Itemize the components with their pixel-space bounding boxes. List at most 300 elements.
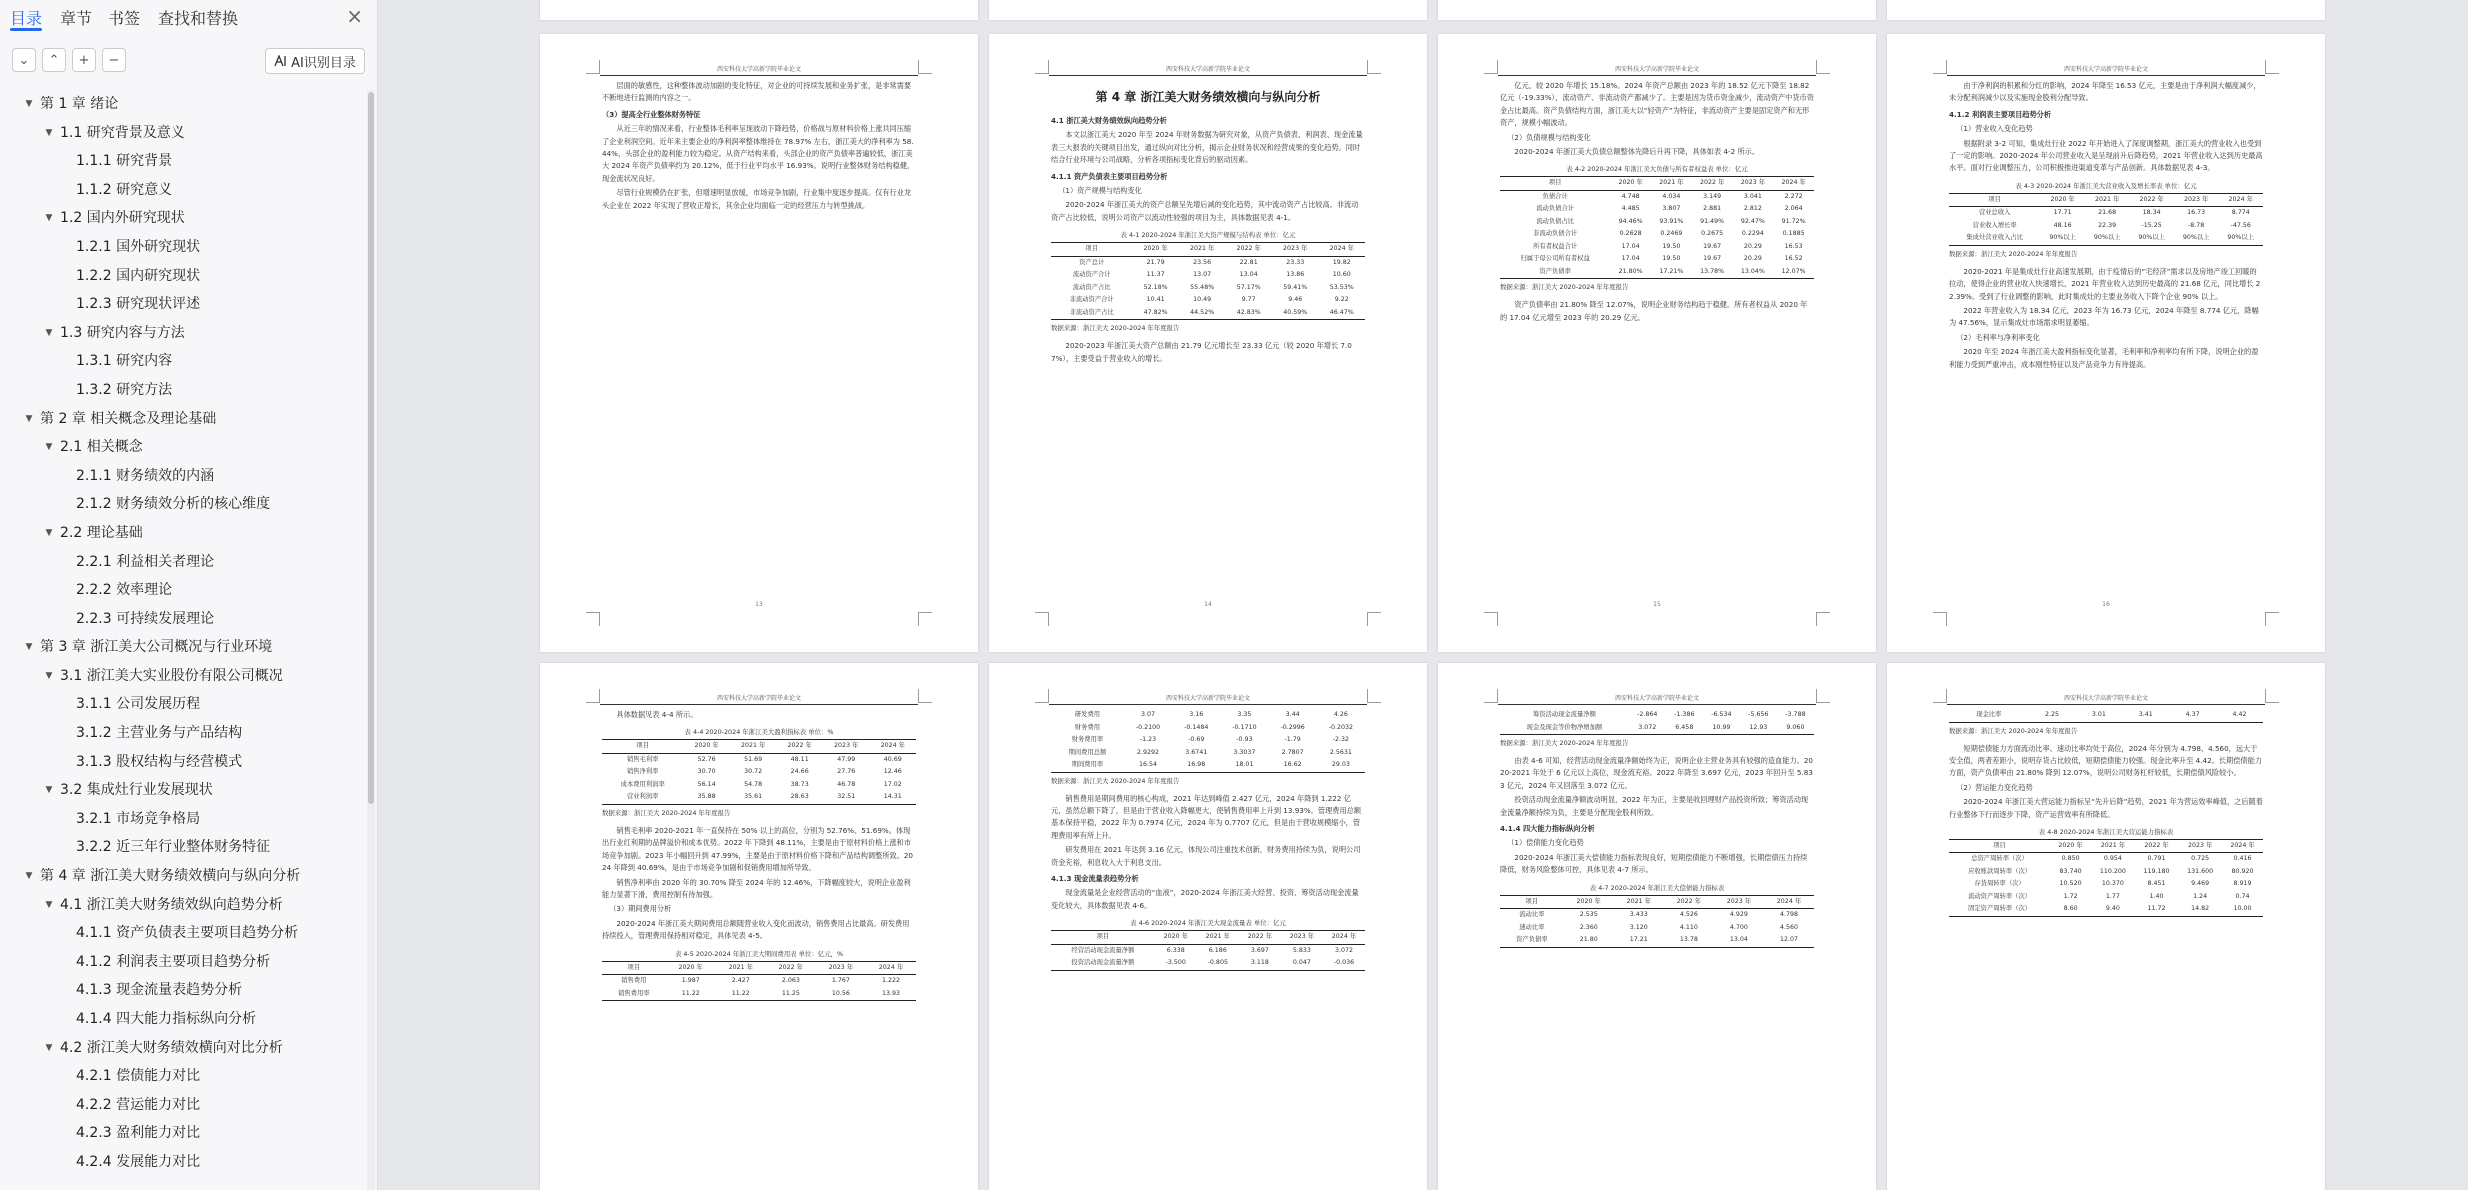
toc-scrollbar-thumb[interactable] (368, 92, 374, 804)
table-caption: 表 4-2 2020-2024 年浙江美大负债与所有者权益表 单位：亿元 (1566, 165, 1748, 174)
table-header-cell: 2023 年 (2174, 193, 2219, 207)
table-cell: 90%以上 (2040, 232, 2085, 245)
table-cell: 9.77 (1241, 296, 1256, 304)
table-cell: 2.9292 (1136, 748, 1160, 756)
table-cell: 流动负债占比 (1536, 217, 1575, 225)
table-header-row (1051, 931, 1365, 945)
table-cell: 11.25 (766, 988, 816, 1001)
table-cell: 速动比率 (1519, 923, 1545, 931)
table-cell: 流动资产周转率（次） (1968, 892, 2032, 900)
table-cell: -1.386 (1674, 711, 1695, 718)
toc-item[interactable] (0, 1119, 366, 1148)
expand-arrow-icon[interactable]: ▼ (45, 127, 53, 138)
table-cell: 48.16 (2053, 221, 2072, 229)
page-header: 西安科技大学高新学院毕业论文 (1947, 693, 2265, 705)
page-body (1500, 80, 1814, 612)
toc-item[interactable] (0, 290, 366, 319)
table-cell: 销售净利率 (626, 768, 659, 776)
table-cell: 非流动负债合计 (1533, 230, 1578, 238)
table-caption: 表 4-7 2020-2024 年浙江美大偿债能力指标表 (1589, 883, 1725, 892)
document-page[interactable] (1887, 34, 2325, 652)
table-cell: 22.39 (2098, 221, 2117, 229)
table-header-cell: 2021 年 (716, 961, 766, 975)
table-cell: -6.534 (1711, 711, 1732, 718)
page-header: 西安科技大学高新学院毕业论文 (1947, 64, 2265, 76)
expand-arrow-icon[interactable]: ▼ (25, 99, 33, 109)
crop-mark (586, 689, 600, 703)
table-header-cell: 2023 年 (1281, 931, 1323, 945)
table-header-cell: 2024 年 (1323, 931, 1365, 945)
table-cell: 17.21% (1651, 266, 1692, 279)
toc-item[interactable] (0, 690, 366, 719)
table-header-cell: 项目 (1949, 193, 2040, 207)
table-cell: 11.22 (716, 988, 766, 1001)
expand-arrow-icon[interactable]: ▼ (45, 670, 53, 681)
table-header-cell: 2020 年 (1564, 895, 1614, 909)
table-cell: -0.1484 (1184, 723, 1209, 731)
table-cell: 销售费用 (621, 977, 647, 985)
toc-item[interactable] (0, 833, 366, 862)
table-cell: 8.451 (2147, 880, 2166, 888)
table-header-cell: 2024 年 (2218, 193, 2263, 207)
tab-chapters[interactable]: 章节 (60, 9, 93, 28)
table-header-cell: 2024 年 (869, 740, 916, 754)
table-caption: 表 4-3 2020-2024 年浙江美大营业收入及增长率表 单位：亿元 (2015, 181, 2197, 190)
table-cell: 21.79 (1146, 258, 1165, 266)
table-cell: 21.80% (1610, 266, 1651, 279)
document-page[interactable] (1438, 34, 1876, 652)
table-cell: 10.99 (1703, 722, 1740, 735)
document-page[interactable] (540, 663, 978, 1190)
crop-mark (1484, 60, 1498, 74)
document-page[interactable] (540, 34, 978, 652)
toc-item[interactable] (0, 719, 366, 748)
expand-arrow-icon[interactable]: ▼ (45, 899, 53, 910)
table-row (1500, 722, 1814, 735)
table-cell: 47.82% (1132, 307, 1179, 320)
table-cell: 10.60 (1332, 271, 1351, 279)
toc-item[interactable] (0, 119, 366, 148)
table-cell: 8.60 (2050, 903, 2091, 916)
toc-item-label: 1.3.2 研究方法 (76, 381, 173, 398)
toc-item[interactable] (0, 204, 366, 233)
toc-item[interactable] (0, 919, 366, 948)
toc-item[interactable] (0, 1005, 366, 1034)
table-cell: 14.82 (2178, 903, 2222, 916)
table-row (1051, 307, 1365, 320)
crop-mark (586, 612, 600, 626)
tab-toc[interactable]: 目录 (10, 9, 43, 28)
table-header-cell: 项目 (1500, 177, 1610, 191)
table-cell: 3.6741 (1185, 748, 1208, 756)
tab-bookmarks[interactable]: 书签 (108, 9, 141, 28)
table-cell: 财务费用 (1074, 723, 1101, 731)
table-header-cell: 2020 年 (2040, 193, 2085, 207)
table-header-cell: 2022 年 (1225, 243, 1272, 257)
table-cell: 90%以上 (2174, 232, 2219, 245)
table-cell: -3.788 (1785, 711, 1806, 718)
table-cell: 3.01 (2075, 709, 2122, 722)
toc-item[interactable] (0, 891, 366, 920)
table-cell: 0.725 (2191, 855, 2210, 863)
expand-arrow-icon[interactable]: ▼ (45, 327, 53, 338)
table-cell: -8.78 (2188, 221, 2205, 229)
table-cell: 4.526 (1679, 911, 1698, 919)
table-header-cell: 2024 年 (1773, 177, 1814, 191)
toc-item-label: 1.3.1 研究内容 (76, 353, 173, 370)
table-row (1949, 853, 2263, 866)
table-row (1051, 709, 1365, 722)
table-cell: 23.33 (1286, 258, 1305, 266)
table-cell: 56.14 (697, 780, 716, 788)
crop-mark (1035, 612, 1049, 626)
expand-arrow-icon[interactable]: ▼ (45, 442, 53, 453)
table-cell: 2.881 (1703, 205, 1722, 213)
table-cell: -0.036 (1323, 957, 1365, 970)
table-cell: 3.807 (1662, 205, 1681, 213)
section-heading: 4.1.2 利润表主要项目趋势分析 (1949, 109, 2052, 119)
table-row (1949, 866, 2263, 879)
table-cell: 4.929 (1729, 911, 1748, 919)
toc-item-label: 1.1.1 研究背景 (76, 153, 173, 170)
table-cell: 16.98 (1172, 759, 1220, 772)
table-cell: 27.76 (837, 768, 856, 776)
table-cell: 3.3037 (1233, 748, 1256, 756)
table-header-cell: 项目 (1051, 243, 1132, 257)
table-cell: 16.54 (1124, 759, 1172, 772)
table-header-row (1949, 839, 2263, 853)
toc-scrollbar[interactable] (367, 90, 375, 1190)
toc-item[interactable] (0, 405, 366, 434)
page-partial-top (1887, 0, 2325, 20)
table-cell: 2.360 (1579, 923, 1598, 931)
table-row (1949, 878, 2263, 891)
paragraph: 根据附录 3-2 可知，集成灶行业 2022 年开始进入了深度调整期，浙江美大的营业收入也受到了一定的影响。2020-2024 年公司营业收入是呈现前升后降趋势，2021 年营业收入达到历史最高水平。面对行业调整压力，公司积极推进渠道变革与产品创新。具体数据见表 4-3。 (1949, 138, 2263, 173)
toc-item-label: 4.1.3 现金流量表趋势分析 (76, 982, 243, 999)
data-table (1051, 930, 1365, 971)
table-cell: 17.04 (1621, 255, 1640, 263)
toc-item-label: 1.1 研究背景及意义 (60, 124, 185, 141)
table-row (1500, 709, 1814, 722)
table-cell: 1.72 (2063, 892, 2078, 900)
toc-item[interactable] (0, 776, 366, 805)
toc-item[interactable] (0, 147, 366, 176)
paragraph: 由表 4-6 可知，经营活动现金流量净额始终为正，说明企业主营业务具有较强的造血能力。2020-2021 年处于 6 亿元以上高位，现金流充裕。2022 年降至 3.697 亿元，2023 年回升至 5.833 亿元，2024 年又回落至 3.072 亿元。 (1500, 756, 1813, 790)
table-cell: 9.40 (2091, 903, 2135, 916)
toc-item[interactable] (0, 633, 366, 662)
table-cell: 投资活动现金流量净额 (1051, 957, 1155, 970)
toc-item-label: 2.1.1 财务绩效的内涵 (76, 467, 215, 484)
tab-find-replace[interactable]: 查找和替换 (158, 9, 239, 28)
toc-item[interactable] (0, 262, 366, 291)
chapter-title: 第 4 章 浙江美大财务绩效横向与纵向分析 (1095, 90, 1321, 104)
toc-item-label: 3.2 集成灶行业发展现状 (60, 782, 213, 799)
table-cell: 29.03 (1317, 759, 1365, 772)
toc-item[interactable] (0, 347, 366, 376)
toc-item[interactable] (0, 1148, 366, 1177)
table-cell: 80.920 (2231, 867, 2254, 875)
page-body (1051, 80, 1365, 612)
table-cell: 19.50 (1662, 255, 1681, 263)
ai-recognize-toc-button[interactable] (265, 48, 365, 74)
table-cell: 2.5631 (1329, 748, 1352, 756)
table-cell: 46.78 (837, 780, 856, 788)
toc-item[interactable] (0, 1062, 366, 1091)
page-body (602, 709, 916, 1190)
table-cell: 流动比率 (1519, 911, 1545, 919)
toc-item-label: 3.1.2 主营业务与产品结构 (76, 725, 243, 742)
table-row (1051, 256, 1365, 269)
table-cell: 4.26 (1333, 711, 1348, 718)
table-cell: 17.04 (1621, 242, 1640, 250)
table-cell: 流动资产合计 (1072, 271, 1111, 279)
table-row (1500, 934, 1814, 947)
table-header-cell: 2020 年 (1155, 931, 1197, 945)
table-cell: 54.78 (744, 780, 763, 788)
toc-item[interactable] (0, 519, 366, 548)
paragraph: 层面的敏感性，这种整体波动加剧的变化特征，对企业的可持续发展和业务扩张，是非常需要不断地进行监测的内容之一。 (602, 81, 912, 103)
table-cell: 6.458 (1666, 722, 1703, 735)
crop-mark (1484, 612, 1498, 626)
table-header-cell: 2022 年 (776, 740, 823, 754)
toc-item[interactable] (0, 948, 366, 977)
document-page[interactable] (989, 663, 1427, 1190)
table-cell: 4.42 (2216, 709, 2263, 722)
toc-item[interactable] (0, 805, 366, 834)
paragraph: 由于净利润的积累和分红的影响，2024 年降至 16.53 亿元，主要是由于净利润大幅度减少，未分配利润减少以及实施现金股利分配导致。 (1949, 81, 2261, 103)
subsection-heading: （1）偿债能力变化趋势 (1507, 838, 1584, 848)
table-cell: 8.919 (2233, 880, 2252, 888)
table-header-cell: 2022 年 (2129, 193, 2174, 207)
toc-item[interactable] (0, 1034, 366, 1063)
sidebar-tabs (0, 0, 377, 32)
table-cell: 47.99 (837, 755, 856, 763)
table-cell: 流动资产占比 (1072, 283, 1111, 291)
toc-item[interactable] (0, 662, 366, 691)
table-cell: 所有者权益合计 (1533, 242, 1578, 250)
table-header-row (602, 961, 916, 975)
table-row (1949, 903, 2263, 916)
toc-item[interactable] (0, 490, 366, 519)
page-body (602, 80, 916, 612)
table-caption: 表 4-8 2020-2024 年浙江美大营运能力指标表 (2038, 827, 2174, 836)
chevron-down-icon[interactable]: ⌄ (12, 48, 36, 72)
toc-item[interactable] (0, 90, 366, 119)
table-cell: 资产负债率 (1500, 934, 1564, 947)
table-row (1051, 759, 1365, 772)
table-cell: 19.50 (1662, 242, 1681, 250)
table-cell: 4.485 (1621, 205, 1640, 213)
table-cell: 10.00 (2222, 903, 2263, 916)
toc-item[interactable] (0, 548, 366, 577)
table-cell: -2.32 (1332, 736, 1350, 743)
crop-mark (1933, 60, 1947, 74)
table-header-cell: 2022 年 (766, 961, 816, 975)
table-cell: -0.93 (1236, 736, 1253, 743)
table-cell: 6.186 (1208, 946, 1227, 954)
table-cell: 12.07% (1773, 266, 1814, 279)
section-heading: 4.1.1 资产负债表主要项目趋势分析 (1051, 171, 1168, 181)
table-cell: 30.72 (744, 768, 763, 776)
table-cell: 16.52 (1784, 255, 1803, 263)
table-cell: 12.93 (1740, 722, 1777, 735)
toc-item[interactable] (0, 576, 366, 605)
table-header-cell: 2020 年 (2050, 839, 2091, 853)
toc-item[interactable] (0, 233, 366, 262)
toc-item-label: 第 4 章 浙江美大财务绩效横向与纵向分析 (40, 868, 301, 885)
expand-arrow-icon[interactable]: ▼ (45, 527, 53, 538)
table-cell: 销售毛利率 (626, 755, 659, 763)
crop-mark (1035, 60, 1049, 74)
section-heading: 4.1.4 四大能力指标纵向分析 (1500, 824, 1595, 834)
table-cell: 6.338 (1166, 946, 1185, 954)
expand-arrow-icon[interactable]: ▼ (25, 642, 33, 653)
page-partial-top (1438, 0, 1876, 20)
toc-item[interactable] (0, 748, 366, 777)
toc-item[interactable] (0, 176, 366, 205)
table-cell: 3.41 (2122, 709, 2169, 722)
table-cell: 20.29 (1743, 242, 1762, 250)
minus-icon[interactable]: − (102, 48, 126, 72)
table-cell: 59.41% (1283, 283, 1308, 291)
table-cell: -0.2032 (1328, 723, 1354, 731)
expand-arrow-icon[interactable]: ▼ (25, 413, 33, 424)
table-cell: 4.798 (1779, 911, 1798, 919)
data-table (602, 961, 916, 1002)
table-row (602, 791, 916, 804)
table-cell: 2.427 (731, 977, 750, 985)
table-cell: 2.063 (781, 977, 800, 985)
crop-mark (1816, 612, 1830, 626)
paragraph: 现金流量是企业经营活动的“血液”，2020-2024 年浙江美大经营、投资、筹资活动现金流量变化较大，具体数据见表 4-6。 (1051, 888, 1359, 910)
paragraph: 2020-2021 年是集成灶行业高速发展期，由于疫情后的“宅经济”需求以及房地产竣工回暖的拉动，使得企业的营业收入快速增长，2021 年营业收入达到历史最高的 21.68 亿元，同比增长 22.39%。受到了行业调整的影响，此时集成灶的主要业务收入下降个企业 90% 以上。 (1949, 266, 2261, 301)
paragraph: 投资活动现金流量净额波动明显，2022 年为正，主要是收回理财产品投资所致；筹资活动现金流量净额持续为负，主要是分配现金股利所致。 (1500, 795, 1809, 817)
data-table (1500, 709, 1814, 735)
table-cell: 3.118 (1239, 957, 1281, 970)
table-cell: -0.69 (1188, 736, 1205, 743)
chevron-up-icon[interactable]: ⌃ (42, 48, 66, 72)
table-cell: 22.81 (1239, 258, 1258, 266)
table-cell: 0.850 (2061, 855, 2080, 863)
toc-item[interactable] (0, 976, 366, 1005)
table-source: 数据来源：浙江美大 2020-2024 年年度报告 (1949, 726, 2078, 735)
toc-item-label: 3.2.2 近三年行业整体财务特征 (76, 839, 271, 856)
toc-item[interactable] (0, 462, 366, 491)
close-icon[interactable]: × (346, 4, 363, 28)
document-page[interactable] (1438, 663, 1876, 1190)
table-cell: 负债合计 (1542, 192, 1568, 200)
crop-mark (1816, 689, 1830, 703)
table-cell: 1.987 (681, 977, 700, 985)
table-cell: 9.469 (2191, 880, 2210, 888)
table-header-cell: 2022 年 (1692, 177, 1733, 191)
toc-item[interactable] (0, 319, 366, 348)
expand-arrow-icon[interactable]: ▼ (25, 871, 33, 882)
toc-item[interactable] (0, 862, 366, 891)
paragraph: 从近三年的情况来看，行业整体毛利率呈现波动下降趋势，价格战与原材料价格上涨共同压缩了企业利润空间。近年来主要企业的净利润率整体维持在 78.97% 左右，浙江美大的净利率为 58.44%，头部企业的盈利能力较为稳定。从资产结构来看，头部企业的资产负债率普遍较低，浙江美大 2024 年资产负债率约为 20.12%，低于行业平均水平 16.93%。说明行业整体财务结构稳健，现金流状况良好。 (602, 124, 915, 183)
table-cell: -2.864 (1637, 711, 1658, 718)
table-cell: 4.37 (2169, 709, 2216, 722)
page-header: 西安科技大学高新学院毕业论文 (1049, 693, 1367, 705)
active-tab-indicator (10, 28, 42, 31)
crop-mark (1367, 612, 1381, 626)
data-table (1051, 242, 1365, 320)
table-cell: 13.04 (1714, 934, 1764, 947)
table-cell: 期间费用率 (1051, 759, 1124, 772)
document-page[interactable] (989, 34, 1427, 652)
table-cell: -0.2100 (1135, 723, 1161, 731)
table-caption: 表 4-4 2020-2024 年浙江美大盈利指标表 单位：% (684, 728, 834, 737)
toc-item[interactable] (0, 376, 366, 405)
expand-arrow-icon[interactable]: ▼ (45, 1042, 53, 1053)
table-cell: -5.656 (1748, 711, 1769, 718)
paragraph: 研发费用在 2021 年达到 3.16 亿元，体现公司注重技术创新，财务费用持续为负，说明公司资金充裕，利息收入大于利息支出。 (1051, 845, 1361, 867)
crop-mark (1035, 689, 1049, 703)
table-cell: 13.78 (1664, 934, 1714, 947)
table-cell: 131.600 (2187, 867, 2214, 875)
table-cell: 92.47% (1740, 217, 1765, 225)
table-cell: 3.44 (1285, 711, 1300, 718)
table-cell: 3.35 (1237, 711, 1252, 718)
expand-arrow-icon[interactable]: ▼ (45, 785, 53, 796)
subsection-heading: （2）负债规模与结构变化 (1507, 132, 1591, 142)
table-cell: 20.29 (1743, 255, 1762, 263)
table-cell: 2.272 (1784, 192, 1803, 200)
table-cell: 3.16 (1189, 711, 1204, 718)
data-table (602, 739, 916, 805)
table-cell: 91.72% (1781, 217, 1806, 225)
table-cell: 固定资产周转率（次） (1949, 903, 2050, 916)
toc-item[interactable] (0, 433, 366, 462)
subsection-heading: （1）营业收入变化趋势 (1956, 124, 2033, 134)
table-cell: 资产总计 (1079, 258, 1105, 266)
table-cell: 24.66 (790, 768, 809, 776)
table-cell: 57.17% (1236, 283, 1261, 291)
toc-item-label: 2.1.2 财务绩效分析的核心维度 (76, 496, 271, 513)
table-cell: 19.67 (1703, 242, 1722, 250)
toc-item-label: 1.1.2 研究意义 (76, 181, 173, 198)
table-header-cell: 2024 年 (2222, 839, 2263, 853)
table-cell: 财务费用率 (1071, 736, 1104, 743)
table-cell: 93.91% (1659, 217, 1684, 225)
table-cell: 4.560 (1779, 923, 1798, 931)
table-cell: 存货周转率（次） (1974, 880, 2025, 888)
table-cell: 1.40 (2149, 892, 2164, 900)
table-row (602, 753, 916, 766)
table-cell: 83.740 (2059, 867, 2082, 875)
table-cell: 非流动资产占比 (1051, 307, 1132, 320)
table-row (1949, 891, 2263, 904)
table-cell: 30.70 (697, 768, 716, 776)
table-row (1051, 734, 1365, 747)
table-cell: 10.41 (1146, 296, 1165, 304)
crop-mark (2265, 612, 2279, 626)
table-cell: 1.77 (2105, 892, 2120, 900)
toc-item[interactable] (0, 605, 366, 634)
toc-item-label: 2.1 相关概念 (60, 439, 143, 456)
table-cell: 营业收入增长率 (1972, 221, 2017, 229)
table-cell: 55.48% (1190, 283, 1215, 291)
table-cell: 3.149 (1703, 192, 1722, 200)
table-cell: 119.180 (2143, 867, 2170, 875)
expand-arrow-icon[interactable]: ▼ (45, 213, 53, 224)
table-cell: 经营活动现金流量净额 (1071, 946, 1135, 954)
table-row (1051, 747, 1365, 760)
toc-item[interactable] (0, 1091, 366, 1120)
document-page[interactable] (1887, 663, 2325, 1190)
table-header-row (1500, 895, 1814, 909)
plus-icon[interactable]: + (72, 48, 96, 72)
